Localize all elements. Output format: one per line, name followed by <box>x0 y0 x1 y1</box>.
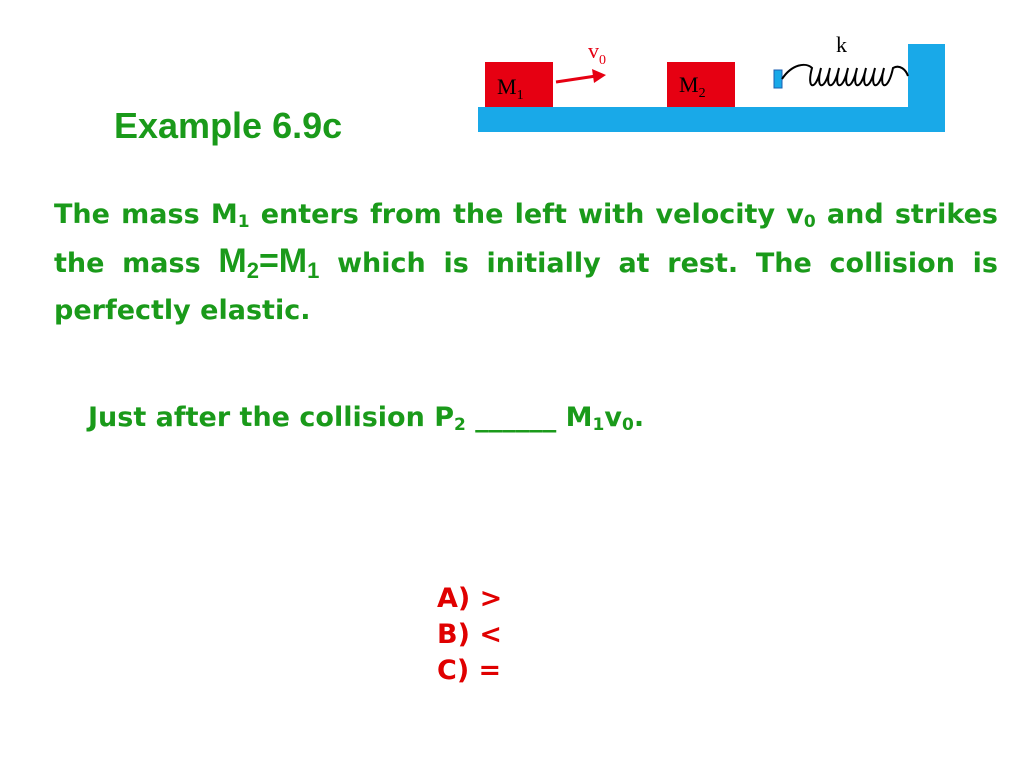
answer-options <box>437 581 502 689</box>
velocity-arrow <box>556 69 606 83</box>
svg-text:M2: $M_2$ <box>679 72 706 101</box>
spring-constant-label: k <box>836 32 847 57</box>
option-b[interactable]: B) < <box>437 619 502 650</box>
right-wall <box>908 44 945 132</box>
spring-endcap <box>774 70 782 88</box>
velocity-label: $v_0$ <box>588 38 606 68</box>
collision-diagram <box>470 30 950 135</box>
block-m2 <box>667 62 735 107</box>
question-text: Just after the collision $P_2$ ______ $M_1v_0$. <box>88 402 645 435</box>
problem-statement: The mass $M_1$ enters from the left with velocity $v_0$ and strikes the mass $M_2=M_1$ which is initially at rest. The collision is perfectly elastic. <box>54 199 998 326</box>
option-c[interactable]: C) = <box>437 655 502 686</box>
track-surface <box>478 107 945 132</box>
spring-coil <box>782 65 908 85</box>
svg-text:M1: $M_1$ <box>497 74 524 103</box>
slide-title: Example 6.9c <box>114 105 343 146</box>
option-a[interactable]: A) > <box>437 583 503 614</box>
equal-mass-emphasis: $M_2=M_1$ <box>218 242 320 283</box>
block-m1 <box>485 62 553 107</box>
